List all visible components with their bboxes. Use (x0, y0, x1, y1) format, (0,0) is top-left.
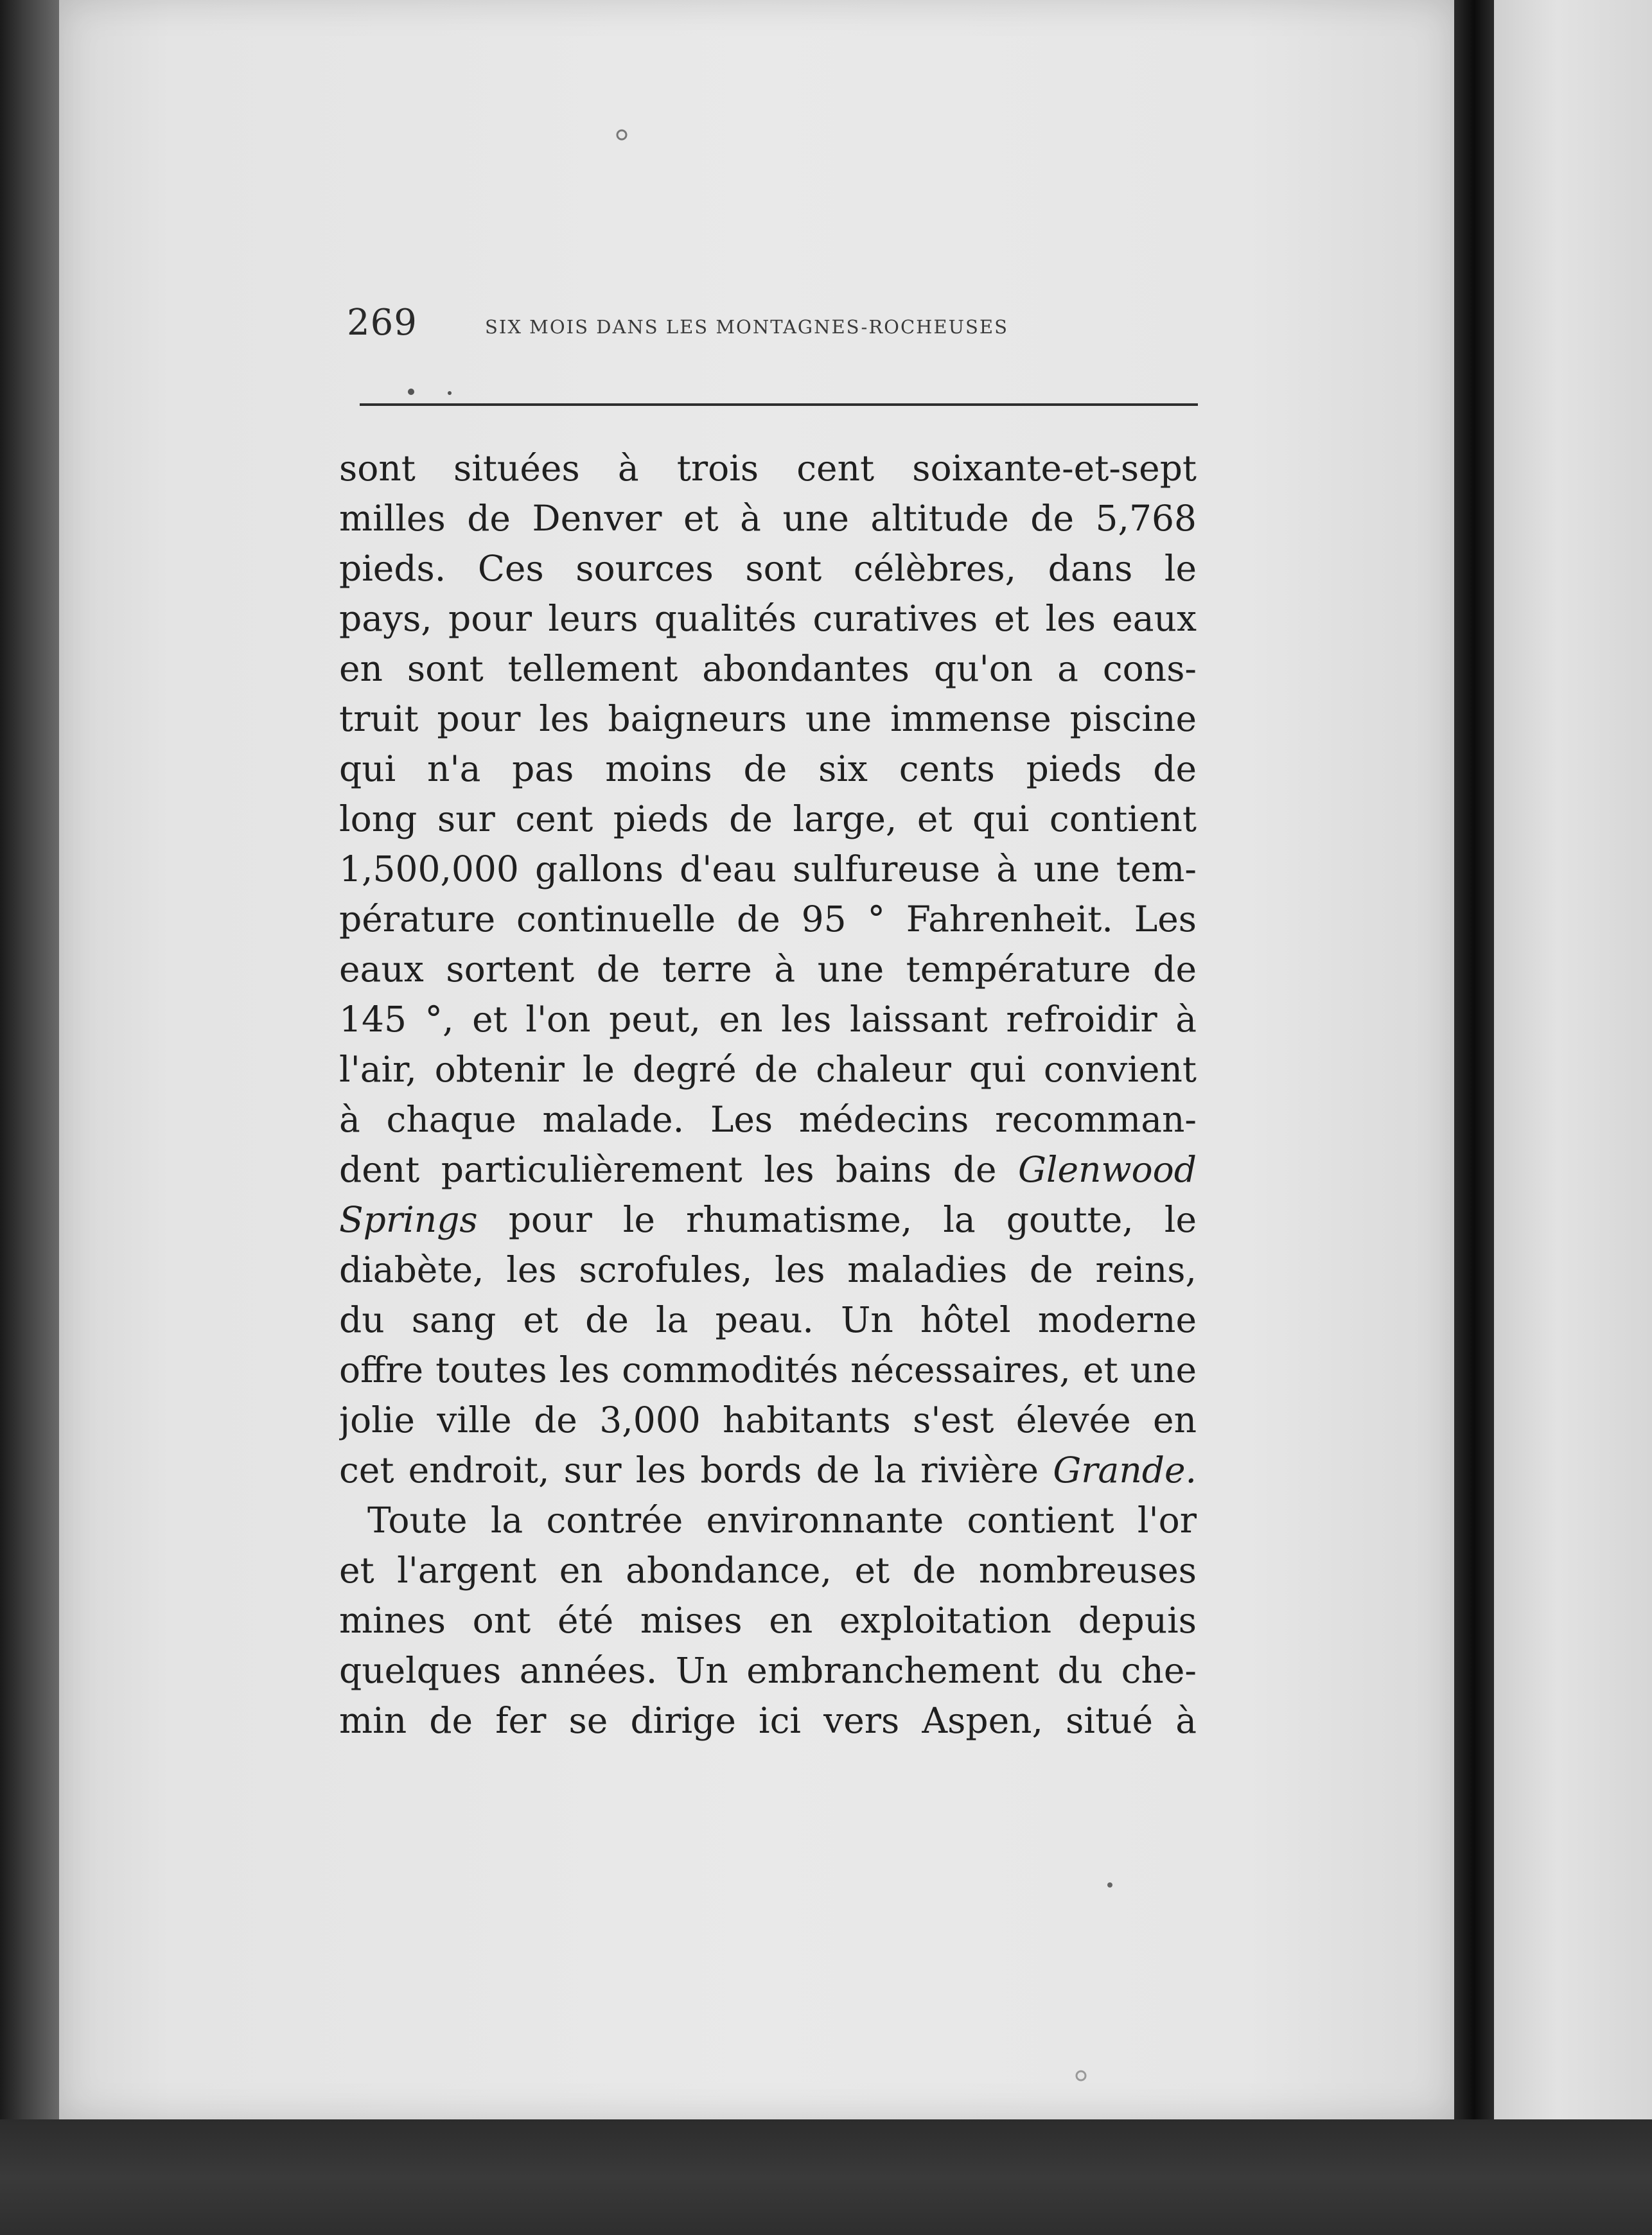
header-rule (360, 403, 1198, 406)
text-line: mines ont été mises en exploitation depuis (339, 1600, 1197, 1641)
text-line: pays, pour leurs qualités curatives et les eaux (339, 598, 1197, 639)
text-line: Toute la contrée environnante contient l'or (367, 1500, 1197, 1541)
text-line: diabète, les scrofules, les maladies de reins, (339, 1249, 1197, 1290)
text-line: 1,500,000 gallons d'eau sulfureuse à une tem- (339, 848, 1197, 890)
italic-place-name: Glenwood (1017, 1149, 1197, 1190)
text-line: truit pour les baigneurs une immense piscine (339, 698, 1197, 739)
text-line: sont situées à trois cent soixante-et-sept (339, 448, 1197, 489)
text-line: min de fer se dirige ici vers Aspen, situé à (339, 1700, 1197, 1741)
text-line: jolie ville de 3,000 habitants s'est élevée en (339, 1399, 1197, 1441)
text-line: et l'argent en abondance, et de nombreuses (339, 1550, 1197, 1591)
text-segment: dent particulièrement les bains de (339, 1149, 997, 1190)
text-line (339, 1445, 1197, 1495)
text-segment: cet endroit, sur les bords de la rivière (339, 1450, 1039, 1491)
text-line: long sur cent pieds de large, et qui contient (339, 798, 1197, 839)
book-gutter (1454, 0, 1494, 2139)
text-line (339, 1144, 1197, 1195)
italic-place-name: Springs (339, 1199, 478, 1240)
text-line: offre toutes les commodités nécessaires, et une (339, 1349, 1197, 1390)
text-line: l'air, obtenir le degré de chaleur qui convient (339, 1049, 1197, 1090)
running-title: SIX MOIS DANS LES MONTAGNES-ROCHEUSES (485, 316, 1008, 338)
page-number: 269 (347, 302, 417, 344)
text-line: pieds. Ces sources sont célèbres, dans le (339, 548, 1197, 589)
text-line: quelques années. Un embranchement du che- (339, 1650, 1197, 1691)
text-line: en sont tellement abondantes qu'on a cons- (339, 648, 1197, 689)
text-line: milles de Denver et à une altitude de 5,768 (339, 498, 1197, 539)
facing-page-edge (1494, 0, 1652, 2119)
text-segment: pour le rhumatisme, la goutte, le (508, 1199, 1197, 1240)
text-line (339, 1195, 1197, 1245)
text-line: du sang et de la peau. Un hôtel moderne (339, 1299, 1197, 1340)
italic-place-name: Grande. (1053, 1450, 1197, 1491)
text-line: 145 °, et l'on peut, en les laissant refroidir à (339, 999, 1197, 1040)
text-line: à chaque malade. Les médecins recomman- (339, 1099, 1197, 1140)
scan-bottom-band (0, 2119, 1652, 2235)
running-head (347, 302, 1201, 353)
text-line: eaux sortent de terre à une température de (339, 949, 1197, 990)
text-line: pérature continuelle de 95 ° Fahrenheit. Les (339, 898, 1197, 940)
body-text (339, 443, 1197, 1746)
left-page-edge (0, 0, 59, 2158)
text-line: qui n'a pas moins de six cents pieds de (339, 748, 1197, 789)
